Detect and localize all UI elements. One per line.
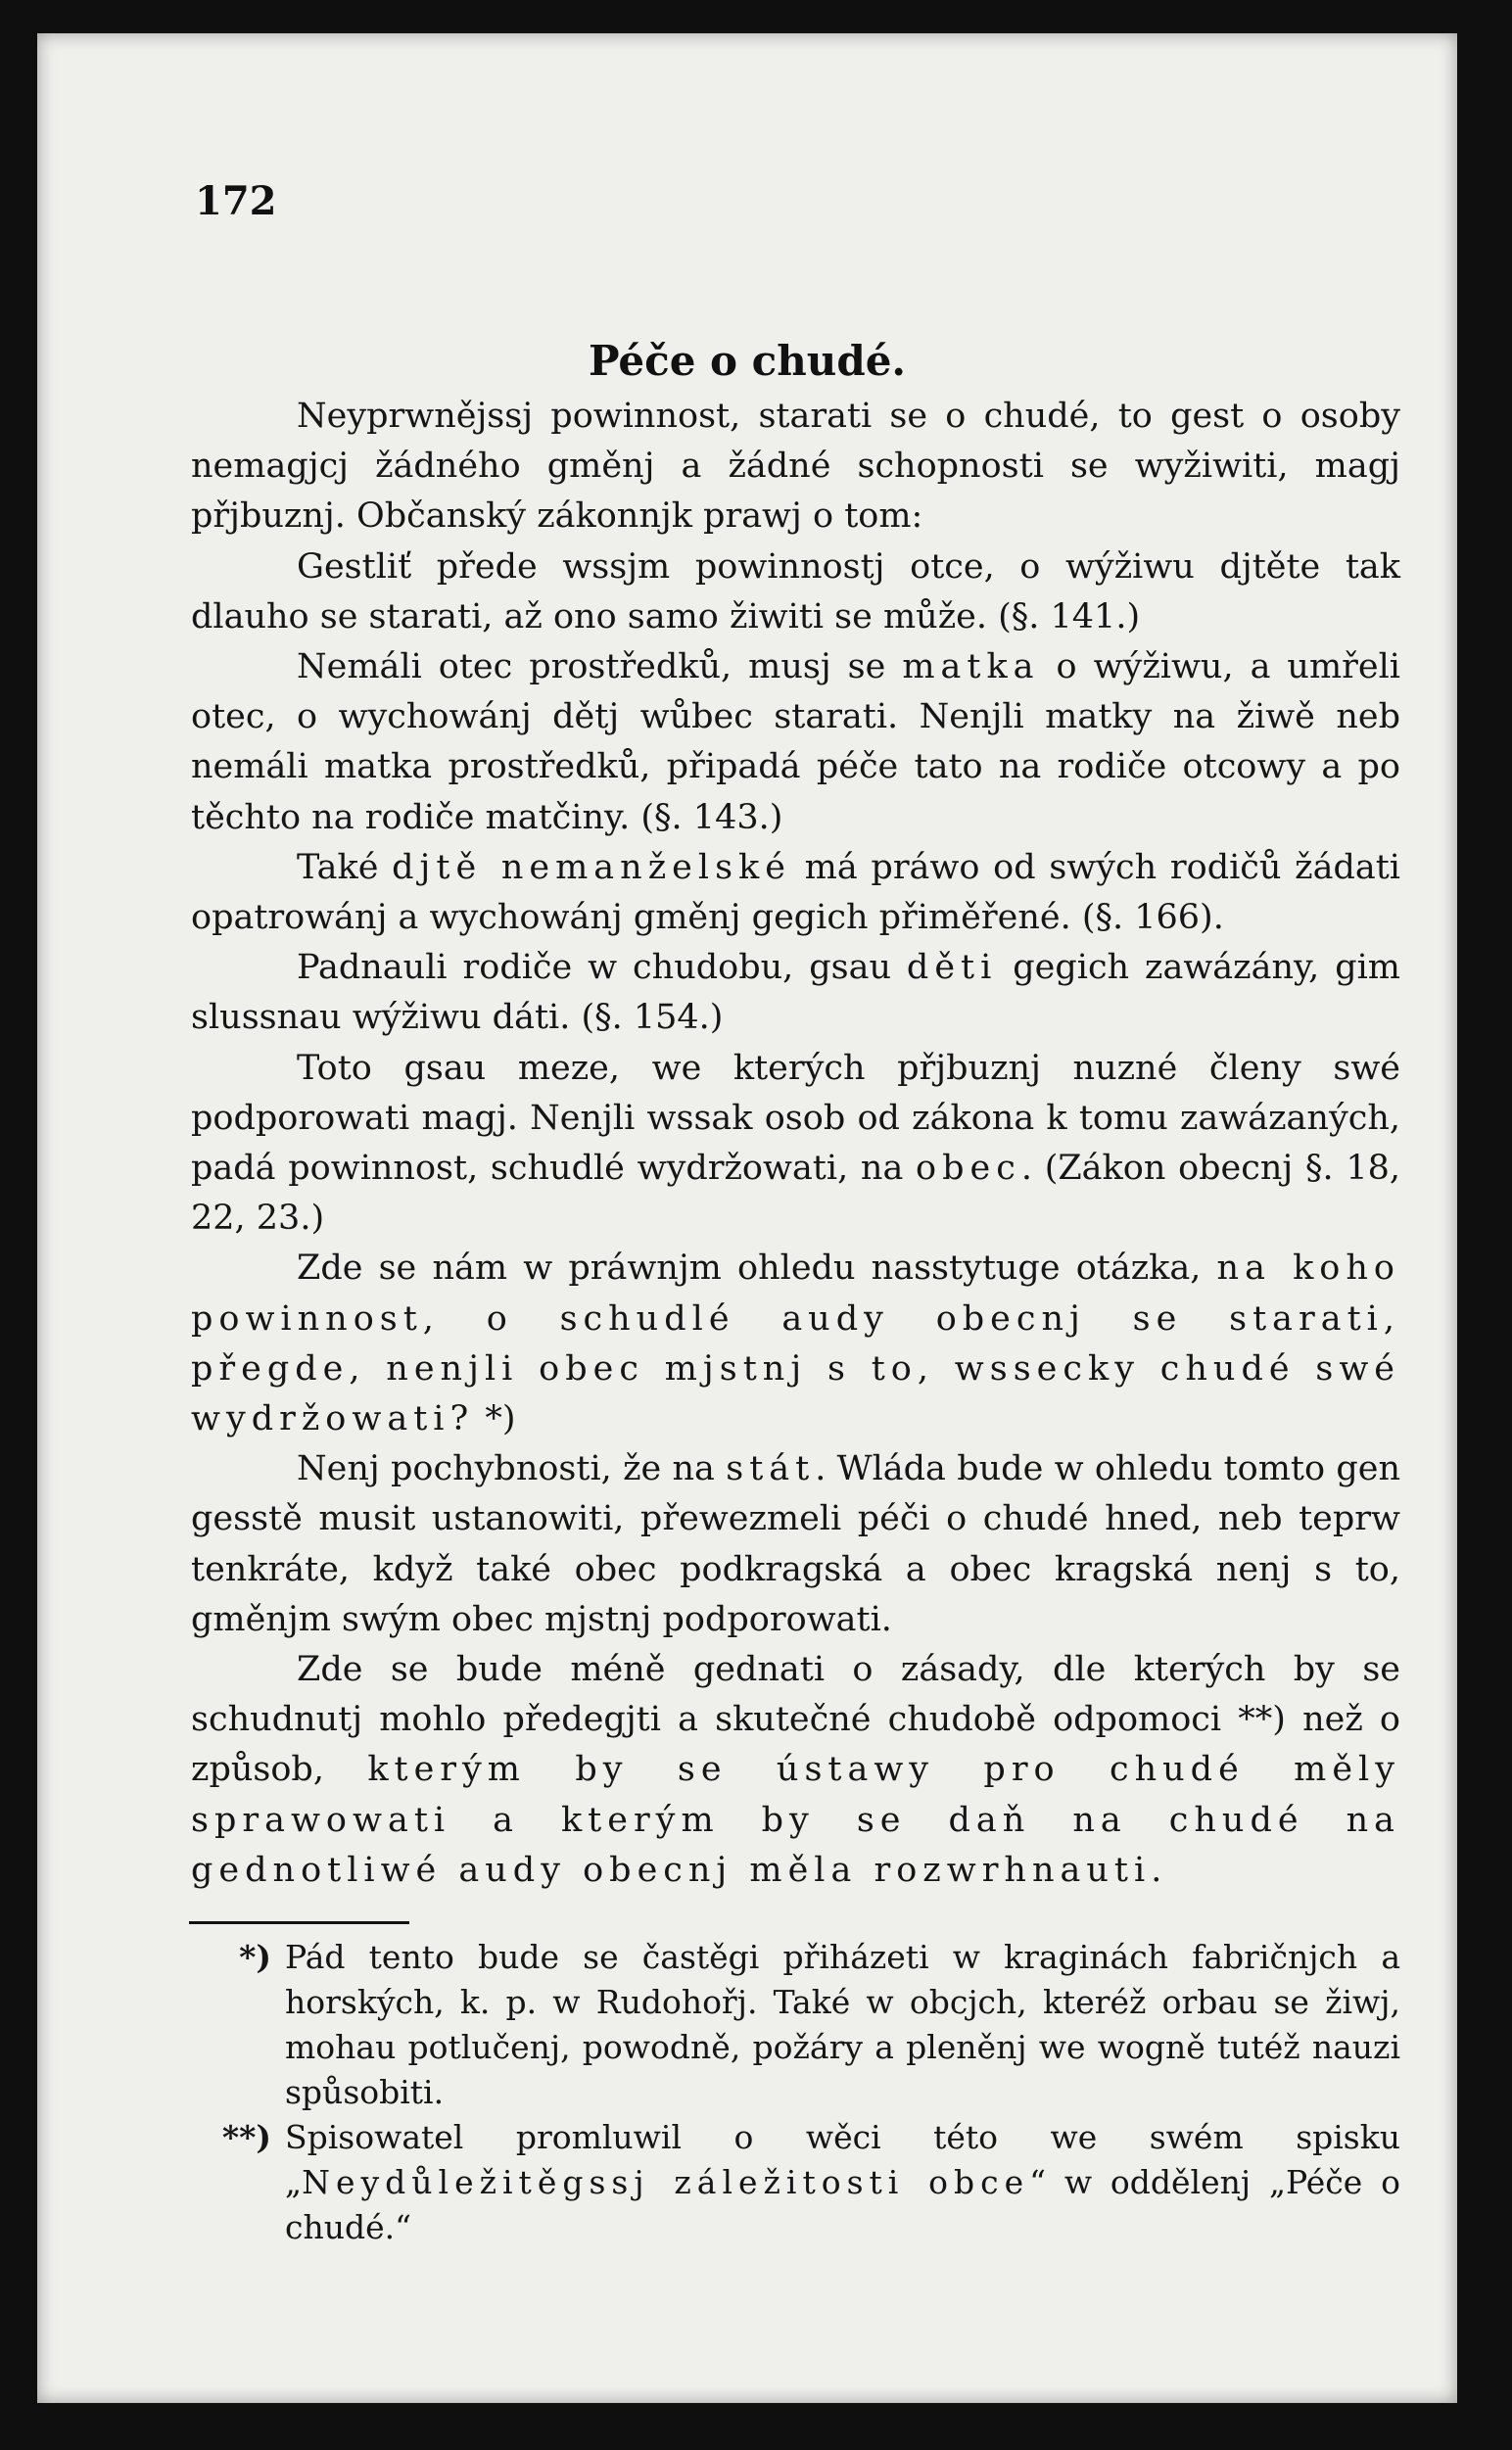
text-run: Pád tento bude se častěgi přiházeti w kraginách fabričnjch a horských, k. p. w Rudohořj. Také w obcjch, kteréž orbau se žiwj, mohau potlučenj, powodně, požáry a pleněnj we wogně tutéž nauzi spůsobiti. [285,1938,1400,2111]
body-text [191,392,1400,1896]
chapter-title: Péče o chudé. [588,337,907,385]
paragraph [191,392,1400,542]
paragraph [191,642,1400,843]
spaced-emphasis: kterým by se ústawy pro chudé měly sprawowati a kterým by se daň na chudé na gednotliwé audy obecnj měla rozwrhnauti [191,1750,1401,1890]
paragraph [191,843,1400,943]
text-run: Zde se nám w práwnjm ohledu nasstytuge otázka, [297,1249,1217,1289]
footnote-mark: *) [239,1938,271,1976]
text-run: Neyprwnějssj powinnost, starati se o chudé, to gest o osoby nemagjcj žádného gměnj a žádné schopnosti se wyžiwiti, magj přjbuznj. Občanský zákonnjk prawj o tom: [191,397,1400,537]
paragraph [191,1044,1400,1245]
text-run: . [1151,1850,1162,1890]
spaced-emphasis: djtě nemanželské [392,847,791,887]
paragraph [191,1444,1400,1645]
spaced-emphasis: matka [902,647,1040,687]
text-run: má práwo od swých rodičů žádati opatrowánj a wychowánj gměnj gegich přiměřené. (§. 166). [191,847,1400,938]
spaced-emphasis: na koho powinnost, o schudlé audy obecnj se starati, přegde, nenjli obec mjstnj s to, wssecky chudé swé wydržowati? [191,1249,1400,1439]
text-run: . (Zákon obecnj §. 18, 22, 23.) [191,1149,1400,1239]
text-run: Toto gsau meze, we kterých přjbuznj nuzné členy swé podporowati magj. Nenjli wssak osob od zákona k tomu zawázaných, padá powinnost, schudlé wydržowati, na [191,1048,1400,1189]
text-run: Také [297,847,393,887]
text-run: Zde se bude méně gednati o zásady, dle kterých by se schudnutj mohlo předegjti a skutečné chudobě odpomoci **) než o způsob, [191,1650,1400,1790]
text-run: Spisowatel promluwil o wěci této we swém spisku „ [285,2118,1400,2201]
text-run: Gestliť přede wssjm powinnostj otce, o wýžiwu djtěte tak dlauho se starati, až ono samo žiwiti se může. (§. 141.) [191,546,1400,636]
text-run: Padnauli rodiče w chudobu, gsau [297,948,907,988]
text-run: Nenj pochybnosti, že na [297,1449,727,1489]
footnote-text [285,2115,1400,2250]
paragraph [191,542,1400,642]
text-run: gegich zawázány, gim slussnau wýžiwu dáti. (§. 154.) [191,948,1400,1038]
footnote [191,2115,1400,2250]
footnote-mark: **) [221,2118,271,2156]
spaced-emphasis: děti [906,948,998,988]
footnote-divider [189,1921,409,1924]
paragraph [191,943,1400,1043]
text-run: Nemáli otec prostředků, musj se [297,647,903,687]
footnotes [191,1935,1400,2250]
paragraph [191,1244,1400,1444]
text-run: “ w oddělenj „Péče o chudé.“ [285,2163,1400,2246]
spaced-emphasis: Neydůležitěgssj záležitosti obce [302,2163,1030,2201]
footnote [191,1935,1400,2115]
footnote-text [285,1935,1400,2115]
text-run: *) [474,1399,516,1439]
text-run: o wýžiwu, a umřeli otec, o wychowánj dětj wůbec starati. Nenjli matky na žiwě neb nemáli matka prostředků, připadá péče tato na rodiče otcowy a po těchto na rodiče matčiny. (§. 143.) [191,647,1400,837]
page-number: 172 [195,178,277,224]
spaced-emphasis: stát [726,1449,816,1489]
text-run: . Wláda bude w ohledu tomto gen gesstě musit ustanowiti, přewezmeli péči o chudé hned, neb teprw tenkráte, když také obec podkragská a obec kragská nenj s to, gměnjm swým obec mjstnj podporowati. [191,1449,1401,1639]
paragraph [191,1645,1400,1896]
spaced-emphasis: obec [916,1149,1021,1189]
